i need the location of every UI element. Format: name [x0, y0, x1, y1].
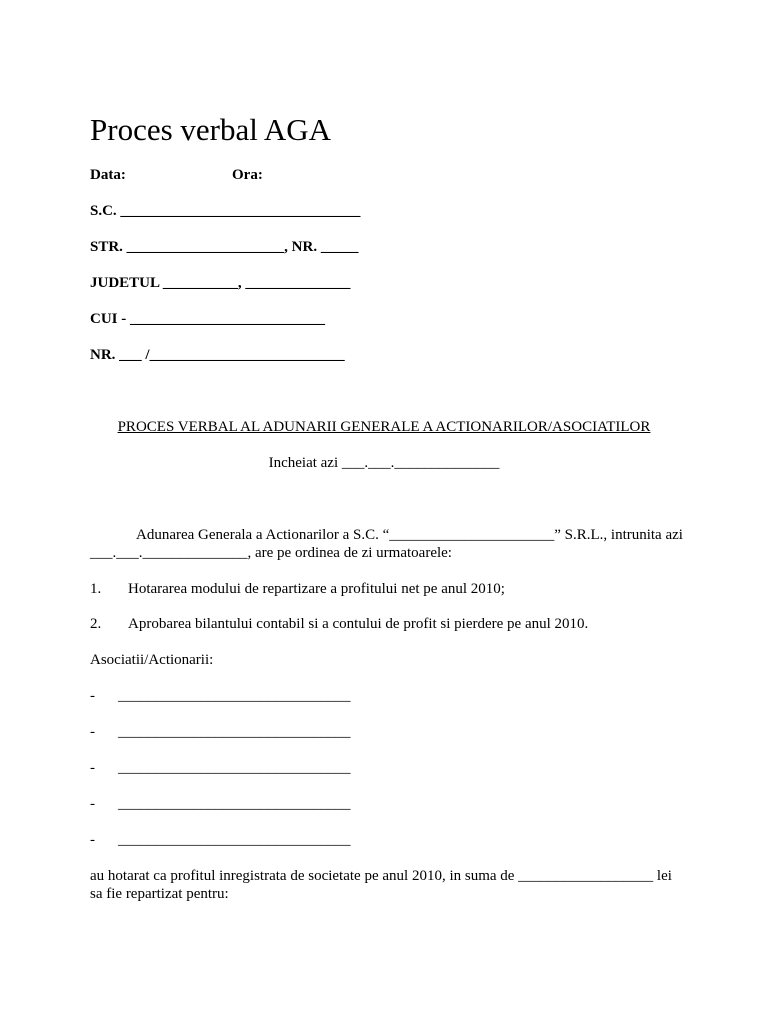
section-heading: PROCES VERBAL AL ADUNARII GENERALE A ACTIONARILOR/ASOCIATILOR: [117, 419, 651, 435]
nr-field: NR. ___ /__________________________: [90, 347, 345, 363]
sc-field: S.C. ________________________________: [90, 203, 361, 219]
incheiat-line: Incheiat azi ___.___.______________: [268, 455, 500, 471]
intro-line-1: Adunarea Generala a Actionarilor a S.C. “______________________” S.R.L., intrunita azi: [136, 527, 683, 543]
judetul-field: JUDETUL __________, ______________: [90, 275, 351, 291]
associate-dash: -: [90, 832, 95, 848]
ora-label: Ora:: [232, 167, 263, 183]
associate-dash: -: [90, 724, 95, 740]
associate-blank: _______________________________: [118, 724, 351, 740]
agenda-num-1: 1.: [90, 581, 102, 597]
agenda-item-1: Hotararea modului de repartizare a profitului net pe anul 2010;: [128, 581, 505, 597]
intro-line-2: ___.___.______________, are pe ordinea de zi urmatoarele:: [90, 545, 452, 561]
agenda-item-2: Aprobarea bilantului contabil si a contului de profit si pierdere pe anul 2010.: [128, 616, 589, 632]
associate-blank: _______________________________: [118, 796, 351, 812]
associates-label: Asociatii/Actionarii:: [90, 652, 214, 668]
cui-field: CUI - __________________________: [90, 311, 325, 327]
str-field: STR. _____________________, NR. _____: [90, 239, 359, 255]
document-title: Proces verbal AGA: [90, 112, 332, 147]
agenda-num-2: 2.: [90, 616, 102, 632]
associate-dash: -: [90, 688, 95, 704]
associate-blank: _______________________________: [118, 760, 351, 776]
closing-line-1: au hotarat ca profitul inregistrata de societate pe anul 2010, in suma de __________________ lei: [90, 868, 672, 884]
closing-line-2: sa fie repartizat pentru:: [90, 886, 229, 902]
associate-dash: -: [90, 760, 95, 776]
associate-blank: _______________________________: [118, 688, 351, 704]
section-heading-wrap: [0, 418, 768, 436]
associate-blank: _______________________________: [118, 832, 351, 848]
data-label: Data:: [90, 167, 126, 183]
associate-dash: -: [90, 796, 95, 812]
